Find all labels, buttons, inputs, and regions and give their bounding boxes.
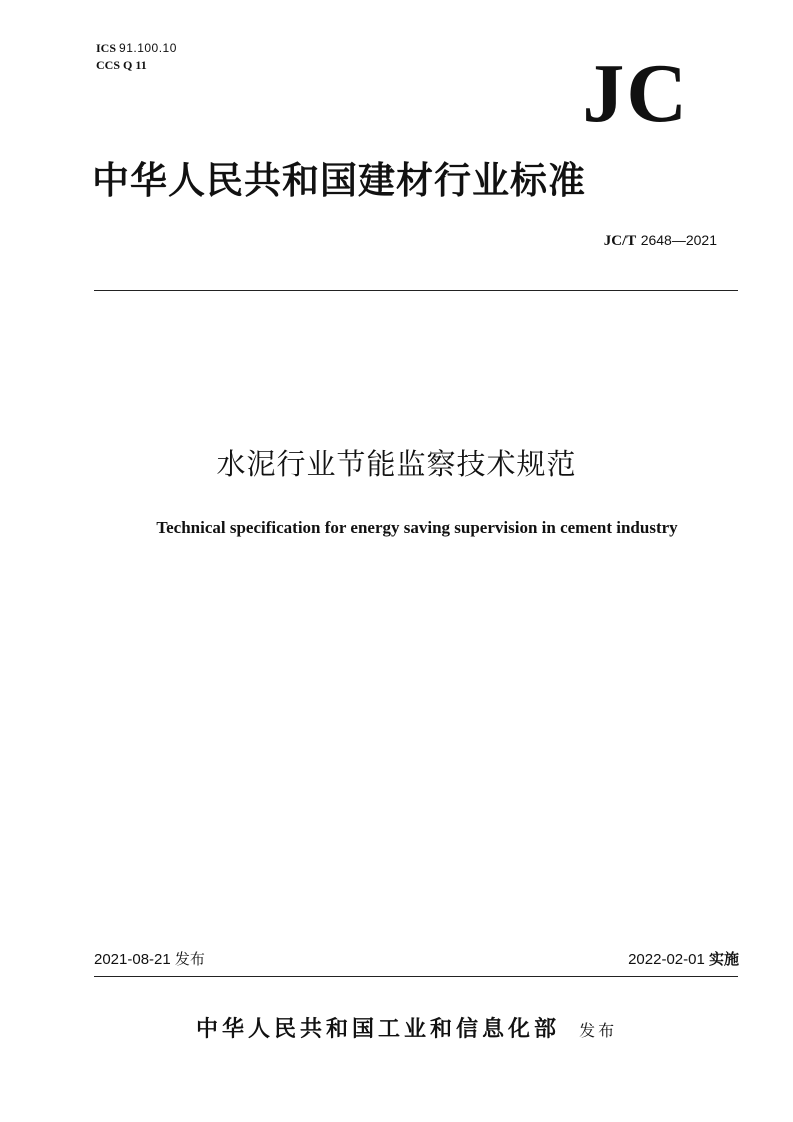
standard-number-prefix: JC/T bbox=[603, 233, 637, 249]
publisher-line bbox=[196, 1012, 617, 1043]
ccs-code-line bbox=[96, 57, 177, 74]
ccs-value: Q 11 bbox=[123, 58, 147, 72]
publisher-organization: 中华人民共和国工业和信息化部 bbox=[196, 1017, 561, 1042]
standard-number bbox=[604, 232, 717, 250]
issue-date bbox=[94, 948, 205, 971]
classification-codes bbox=[96, 40, 177, 74]
ics-label: ICS bbox=[96, 41, 117, 55]
ccs-label: CCS bbox=[96, 58, 121, 72]
issue-date-value: 2021-08-21 bbox=[94, 951, 171, 968]
document-title-chinese: 水泥行业节能监察技术规范 bbox=[216, 447, 577, 481]
implementation-date-value: 2022-02-01 bbox=[628, 951, 705, 968]
issue-date-label: 发布 bbox=[174, 950, 205, 968]
ics-value: 91.100.10 bbox=[119, 41, 177, 55]
implementation-date bbox=[628, 948, 739, 971]
implementation-date-label: 实施 bbox=[708, 950, 739, 968]
document-title-english: Technical specification for energy saving supervision in cement industry bbox=[156, 518, 678, 537]
bottom-divider bbox=[94, 976, 738, 977]
ics-code-line bbox=[96, 40, 177, 57]
jc-logo: JC bbox=[582, 47, 689, 140]
publisher-action: 发布 bbox=[579, 1021, 618, 1040]
standard-category-title: 中华人民共和国建材行业标准 bbox=[92, 159, 586, 202]
top-divider bbox=[94, 290, 738, 291]
standard-number-value: 2648—2021 bbox=[640, 232, 717, 248]
